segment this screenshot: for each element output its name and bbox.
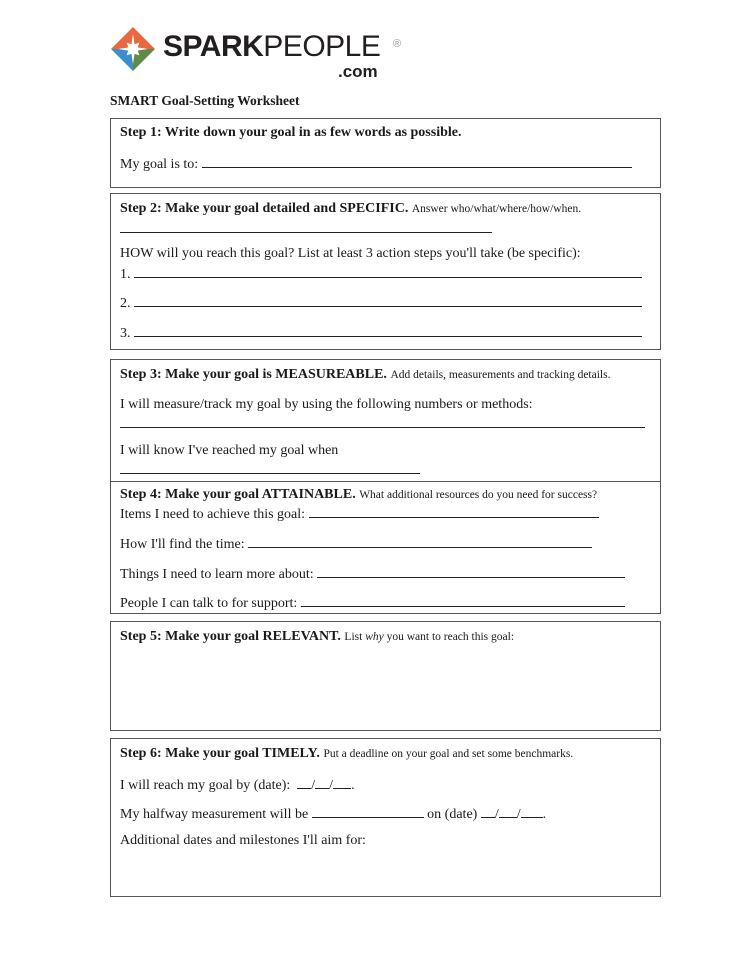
deadline-row: I will reach my goal by (date): / / . bbox=[120, 775, 355, 794]
halfway-year-field[interactable] bbox=[521, 804, 543, 818]
deadline-day-field[interactable] bbox=[315, 775, 329, 789]
action-step-3-field[interactable] bbox=[134, 323, 642, 337]
measure-prompt: I will measure/track my goal by using the following numbers or methods: bbox=[120, 397, 533, 412]
learn-label: Things I need to learn more about: bbox=[120, 567, 314, 582]
relevant-answer-area[interactable] bbox=[120, 652, 651, 724]
registered-mark: ® bbox=[393, 38, 402, 50]
step3-heading: Step 3: Make your goal is MEASUREABLE. bbox=[120, 367, 387, 382]
step4-box bbox=[110, 481, 661, 614]
step3-header-row bbox=[120, 367, 610, 383]
step4-heading: Step 4: Make your goal ATTAINABLE. bbox=[120, 487, 356, 502]
items-row bbox=[120, 504, 599, 523]
step6-heading: Step 6: Make your goal TIMELY. bbox=[120, 746, 320, 761]
step6-instruction: Put a deadline on your goal and set some benchmarks. bbox=[323, 748, 574, 760]
on-date-label: on (date) bbox=[427, 807, 478, 822]
halfway-row: My halfway measurement will be on (date) / / . bbox=[120, 804, 546, 823]
step4-instruction: What additional resources do you need for success? bbox=[359, 489, 598, 501]
star-diamond-icon bbox=[110, 26, 156, 72]
action-step-number: 1. bbox=[120, 267, 131, 282]
step1-box bbox=[110, 118, 661, 188]
time-field[interactable] bbox=[248, 534, 592, 548]
deadline-month-field[interactable] bbox=[297, 775, 311, 789]
step3-box bbox=[110, 359, 661, 483]
brand-wordmark: SPARKPEOPLE bbox=[163, 30, 381, 63]
reached-prompt: I will know I've reached my goal when bbox=[120, 443, 339, 458]
halfway-measurement-field[interactable] bbox=[312, 804, 424, 818]
halfway-label: My halfway measurement will be bbox=[120, 807, 309, 822]
specific-details-field[interactable] bbox=[120, 218, 492, 233]
time-label: How I'll find the time: bbox=[120, 537, 245, 552]
items-field[interactable] bbox=[309, 504, 599, 518]
step6-box bbox=[110, 738, 661, 897]
items-label: Items I need to achieve this goal: bbox=[120, 507, 306, 522]
reached-field[interactable] bbox=[120, 459, 420, 474]
action-step-1-field[interactable] bbox=[134, 264, 642, 278]
action-step-row bbox=[120, 293, 642, 312]
step5-heading: Step 5: Make your goal RELEVANT. bbox=[120, 629, 341, 644]
action-step-number: 3. bbox=[120, 326, 131, 341]
deadline-year-field[interactable] bbox=[333, 775, 351, 789]
goal-label: My goal is to: bbox=[120, 157, 199, 172]
step6-header-row bbox=[120, 746, 573, 762]
sparkpeople-logo bbox=[110, 26, 410, 80]
step4-header-row bbox=[120, 487, 597, 503]
step1-heading: Step 1: Write down your goal in as few words as possible. bbox=[120, 125, 462, 140]
milestones-answer-area[interactable] bbox=[120, 853, 651, 890]
step2-heading: Step 2: Make your goal detailed and SPECIFIC. bbox=[120, 201, 409, 216]
deadline-label: I will reach my goal by (date): bbox=[120, 778, 291, 793]
additional-label: Additional dates and milestones I'll aim for: bbox=[120, 833, 366, 848]
action-step-row bbox=[120, 323, 642, 342]
how-prompt: HOW will you reach this goal? List at least 3 action steps you'll take (be specific): bbox=[120, 246, 581, 261]
step3-instruction: Add details, measurements and tracking details. bbox=[390, 369, 611, 381]
step2-box bbox=[110, 193, 661, 350]
step5-box bbox=[110, 621, 661, 731]
learn-row bbox=[120, 564, 625, 583]
people-row bbox=[120, 593, 625, 612]
goal-field[interactable] bbox=[202, 154, 632, 168]
learn-field[interactable] bbox=[317, 564, 625, 578]
worksheet-title: SMART Goal-Setting Worksheet bbox=[110, 93, 300, 108]
time-row bbox=[120, 534, 592, 553]
goal-row bbox=[120, 154, 632, 173]
brand-domain: .com bbox=[338, 62, 378, 81]
people-field[interactable] bbox=[301, 593, 625, 607]
action-step-row bbox=[120, 264, 642, 283]
people-label: People I can talk to for support: bbox=[120, 596, 298, 611]
step5-instruction: List why you want to reach this goal: bbox=[344, 631, 515, 643]
action-step-number: 2. bbox=[120, 296, 131, 311]
step2-header-row bbox=[120, 201, 581, 217]
measure-field[interactable] bbox=[120, 413, 645, 428]
action-step-2-field[interactable] bbox=[134, 293, 642, 307]
halfway-day-field[interactable] bbox=[499, 804, 517, 818]
step5-header-row bbox=[120, 629, 514, 645]
halfway-month-field[interactable] bbox=[481, 804, 495, 818]
step2-instruction: Answer who/what/where/how/when. bbox=[411, 203, 582, 215]
